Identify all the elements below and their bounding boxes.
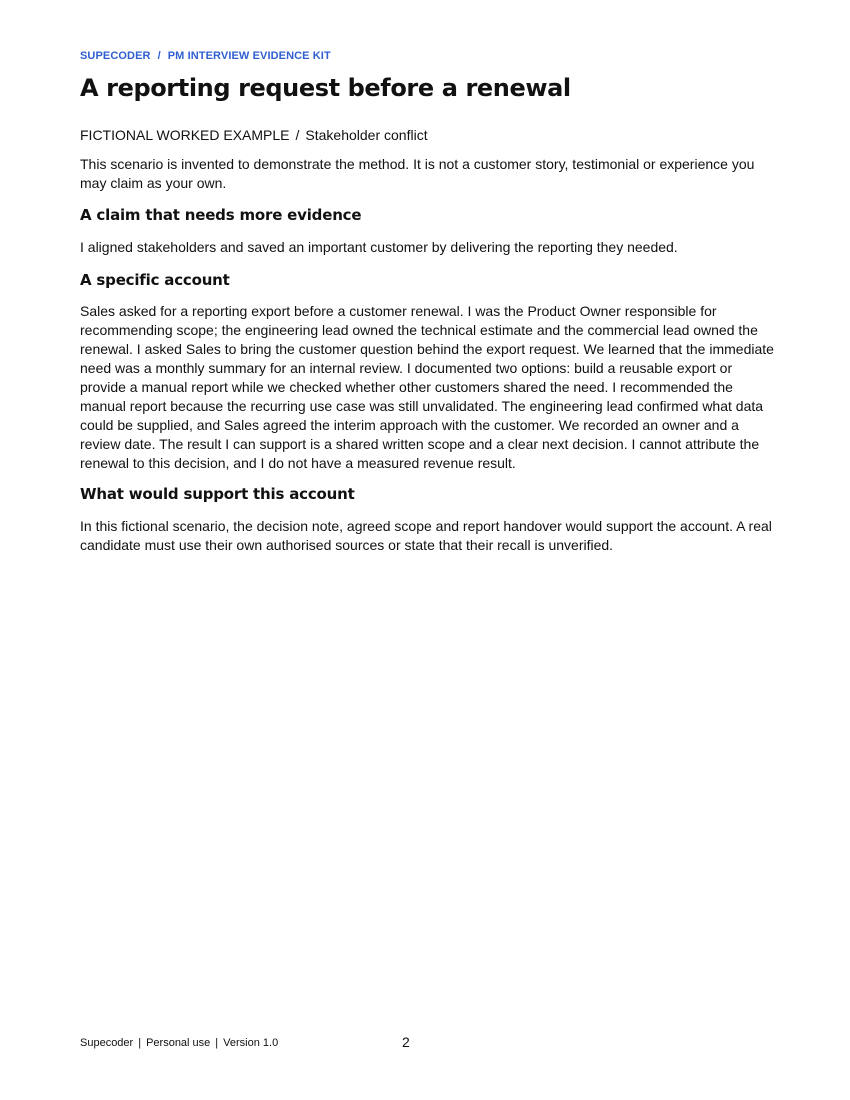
section-heading-support: What would support this account bbox=[80, 485, 355, 503]
kicker-kit-name: PM INTERVIEW EVIDENCE KIT bbox=[167, 50, 331, 62]
example-label: FICTIONAL WORKED EXAMPLE bbox=[80, 127, 290, 143]
intro-paragraph: This scenario is invented to demonstrate the method. It is not a customer story, testimonial or experience you may claim as your own. bbox=[80, 156, 755, 191]
footer-separator: | bbox=[138, 1037, 142, 1049]
page-title: A reporting request before a renewal bbox=[80, 74, 571, 102]
section-heading-claim: A claim that needs more evidence bbox=[80, 206, 362, 224]
section-heading-account: A specific account bbox=[80, 271, 230, 289]
kicker-separator: / bbox=[157, 50, 161, 62]
section-body-account: Sales asked for a reporting export before a customer renewal. I was the Product Owner responsible for recommending scope; the engineering lead owned the technical estimate and the commercial lead owned the renewal. I asked Sales to bring the customer question behind the export request. We learned that the immediate need was a monthly summary for an internal review. I documented two options: build a reusable export or provide a manual report while we checked whether other customers shared the need. I recommended the manual report because the recurring use case was still unvalidated. The engineering lead confirmed what data could be supplied, and Sales agreed the interim approach with the customer. We recorded an owner and a review date. The result I can support is a shared written scope and a clear next decision. I cannot attribute the renewal to this decision, and I do not have a measured revenue result. bbox=[80, 303, 774, 471]
kicker-brand: SUPECODER bbox=[80, 50, 151, 62]
footer-version: Version 1.0 bbox=[223, 1037, 279, 1049]
document-page bbox=[80, 0, 780, 1100]
section-body-support: In this fictional scenario, the decision note, agreed scope and report handover would support the account. A real candidate must use their own authorised sources or state that their recall is unverified. bbox=[80, 518, 772, 553]
example-topic: Stakeholder conflict bbox=[305, 127, 428, 143]
page-footer bbox=[80, 1037, 278, 1049]
footer-brand: Supecoder bbox=[80, 1037, 134, 1049]
example-meta bbox=[80, 127, 428, 143]
footer-separator: | bbox=[215, 1037, 219, 1049]
meta-separator: / bbox=[295, 127, 300, 143]
section-body-claim: I aligned stakeholders and saved an important customer by delivering the reporting they needed. bbox=[80, 239, 678, 255]
page-number: 2 bbox=[402, 1034, 410, 1050]
footer-usage: Personal use bbox=[146, 1037, 211, 1049]
kicker-breadcrumb bbox=[80, 50, 331, 62]
